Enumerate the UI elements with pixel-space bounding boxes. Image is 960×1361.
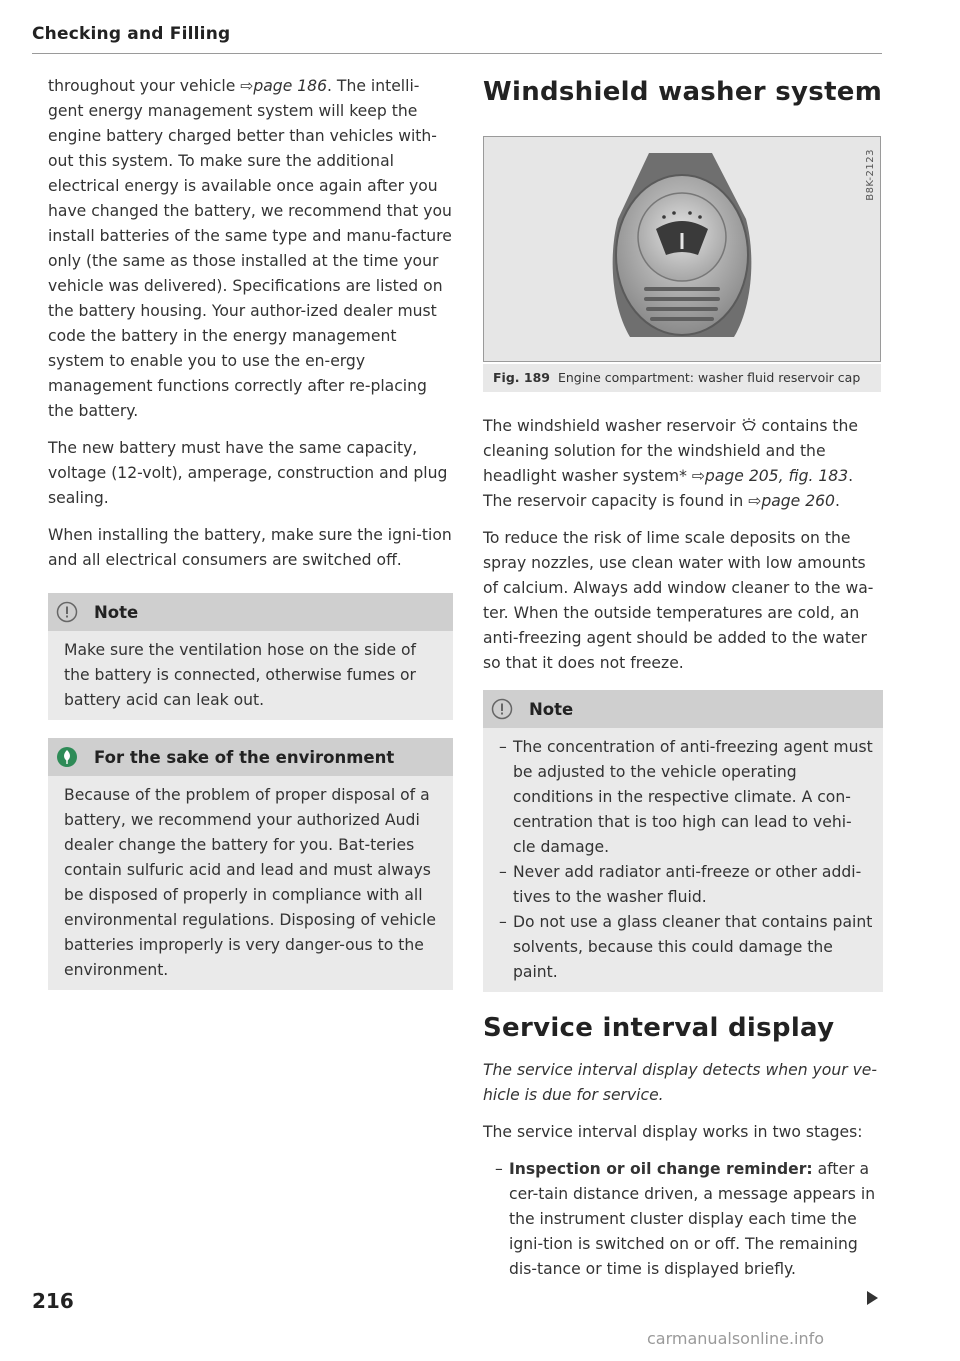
note-header: [483, 690, 883, 728]
page-reference-link[interactable]: ⇨page 260: [748, 492, 835, 510]
note-text: Make sure the ventilation hose on the side of the battery is connected, otherwise fumes or battery acid can leak out.: [64, 641, 417, 709]
note-list-container: [483, 728, 883, 992]
note-box: [48, 593, 453, 720]
bullet-text: after a cer-tain distance driven, a message appears in the instrument cluster display each time the igni-tion is switched on or off. The remaining dis-tance or time is displayed briefly.: [509, 1160, 876, 1278]
text: .: [834, 492, 840, 510]
washer-symbol-icon: [741, 418, 757, 432]
list-item: [483, 1157, 883, 1282]
figure-label: Fig. 189: [493, 370, 550, 385]
watermark[interactable]: carmanualsonline.info: [647, 1329, 825, 1348]
page-number: 216: [32, 1289, 74, 1313]
list-item: – Never add radiator anti-freeze or other addi-tives to the washer fluid.: [487, 860, 873, 910]
environment-title: For the sake of the environment: [94, 747, 395, 767]
note-title: Note: [94, 602, 139, 622]
text: . The intelli-gent energy management system will keep the engine battery charged better than vehicles with-out this system. To make sure the additional electrical energy is available once again after you have changed the battery, we recommend that you install batteries of the same type and manu-facture only (the same as those installed at the time your vehicle was delivered). Specifications are listed on the battery housing. Your author-ized dealer must code the battery in the energy management system to enable you to use the en-ergy management functions correctly after re-placing the battery.: [48, 77, 452, 420]
bullet-bold: Inspection or oil change reminder:: [509, 1160, 813, 1178]
page-reference-link[interactable]: ⇨page 205, fig. 183: [691, 467, 849, 485]
service-list: [483, 1157, 883, 1282]
environment-text: Because of the problem of proper disposal of a battery, we recommend your authorized Audi dealer change the battery for you. Bat-teries contain sulfuric acid and lead and must always be disposed of properly in compliance with all environmental regulations. Disposing of vehicle batteries improperly is very danger-ous to the environment.: [64, 786, 437, 979]
capacity-paragraph: The new battery must have the same capacity, voltage (12-volt), amperage, construction and plug sealing.: [48, 439, 448, 507]
right-column: [483, 76, 883, 1282]
figure-caption: [483, 364, 881, 392]
note-box-washer: [483, 690, 883, 992]
battery-paragraph: [48, 74, 453, 424]
note-list: [487, 735, 873, 985]
page-reference-link[interactable]: ⇨page 186: [240, 77, 328, 95]
section-heading-washer: Windshield washer system: [483, 77, 883, 107]
text: The windshield washer reservoir: [483, 417, 741, 435]
note-title: Note: [529, 699, 574, 719]
running-header: Checking and Filling: [32, 24, 231, 44]
text: contains the cleaning solution for the windshield and the headlight washer system*: [483, 417, 859, 485]
header-rule: [32, 53, 882, 54]
figure-caption-text: Engine compartment: washer fluid reservoir cap: [557, 370, 861, 385]
note-info-icon: [491, 698, 513, 720]
list-item: – The concentration of anti-freezing agent must be adjusted to the vehicle operating conditions in the respective climate. A con-centration that is too high can lead to vehi-cle damage.: [487, 735, 873, 860]
environment-leaf-icon: [56, 746, 78, 768]
installation-paragraph: When installing the battery, make sure the igni-tion and all electrical consumers are switched off.: [48, 526, 452, 569]
left-column: [48, 74, 453, 990]
washer-paragraph: [483, 414, 883, 514]
environment-box: [48, 738, 453, 990]
environment-header: [48, 738, 453, 776]
note-info-icon: [56, 601, 78, 623]
note-header: [48, 593, 453, 631]
lime-scale-paragraph: To reduce the risk of lime scale deposits on the spray nozzles, use clean water with low amounts of calcium. Always add window cleaner to the wa-ter. When the outside temperatures are cold, an anti-freezing agent should be added to the water so that it does not freeze.: [483, 529, 874, 672]
list-item: – Do not use a glass cleaner that contains paint solvents, because this could damage the paint.: [487, 910, 873, 985]
service-intro: The service interval display detects when your ve-hicle is due for service.: [483, 1061, 878, 1104]
continue-arrow-icon: [866, 1290, 880, 1306]
washer-reservoir-cap-illustration: [484, 137, 880, 361]
figure-code: B8K-2123: [865, 149, 876, 201]
text: throughout your vehicle: [48, 77, 241, 95]
text: . The reservoir capacity is found in: [483, 467, 854, 510]
section-heading-service: Service interval display: [483, 1013, 835, 1043]
service-paragraph: The service interval display works in two stages:: [483, 1123, 863, 1141]
figure-washer-cap: [483, 136, 881, 362]
